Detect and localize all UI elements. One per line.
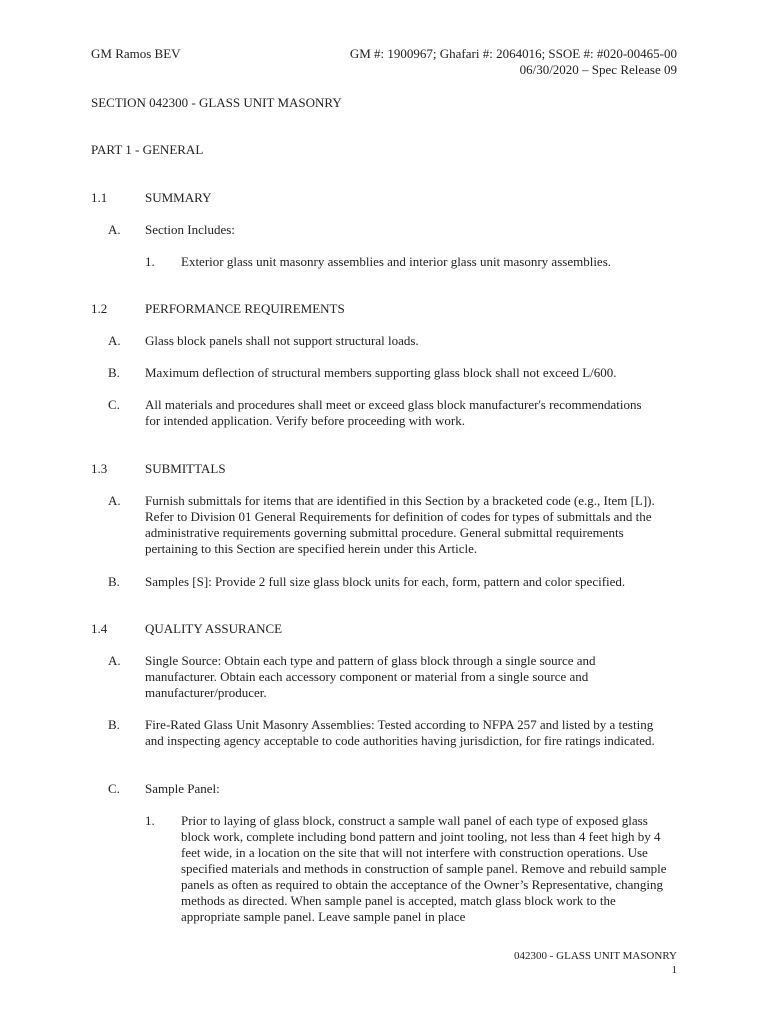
page-number: 1 <box>671 964 677 976</box>
item-text: Samples [S]: Provide 2 full size glass block units for each, form, pattern and color specified. <box>145 574 626 589</box>
subitem-text: Prior to laying of glass block, construct a sample wall panel of each type of exposed glass block work, complete including bond pattern and joint tooling, not less than 4 feet high by 4 feet wide, in a location on the site that will not interfere with construction operations. Use specified materials and methods in construction of sample panel. Remove and rebuild sample panels as often as required to obtain the acceptance of the Owner’s Representative, changing methods as directed. When sample panel is accepted, match glass block work to the appropriate sample panel. Leave sample panel in place <box>181 813 667 924</box>
article-title: SUMMARY <box>145 190 212 205</box>
item-text: Maximum deflection of structural members supporting glass block shall not exceed L/600. <box>145 365 617 380</box>
item-label: B. <box>108 717 120 732</box>
item-text: Section Includes: <box>145 222 235 237</box>
article-number: 1.4 <box>91 621 108 636</box>
item-label: B. <box>108 574 120 589</box>
item-text: Furnish submittals for items that are identified in this Section by a bracketed code (e.g., Item [L]). Refer to Division 01 General Requirements for definition of codes for types of submittals and the administrative requirements governing submittal procedure. General submittal requirements pertaining to this Section are specified herein under this Article. <box>145 493 655 556</box>
item-label: A. <box>108 653 121 668</box>
subitem-text: Exterior glass unit masonry assemblies and interior glass unit masonry assemblies. <box>181 254 612 269</box>
header-codes: GM #: 1900967; Ghafari #: 2064016; SSOE #: #020-00465-00 <box>349 46 677 61</box>
subitem-label: 1. <box>145 254 155 269</box>
item-label: A. <box>108 493 121 508</box>
article-number: 1.3 <box>91 461 108 476</box>
article-title: PERFORMANCE REQUIREMENTS <box>145 301 345 316</box>
item-label: C. <box>108 397 120 412</box>
article-number: 1.1 <box>91 190 108 205</box>
part-title: PART 1 - GENERAL <box>91 142 204 157</box>
subitem-label: 1. <box>145 813 155 828</box>
item-text: Sample Panel: <box>145 781 220 796</box>
footer <box>514 949 677 977</box>
item-label: C. <box>108 781 120 796</box>
article-number: 1.2 <box>91 301 108 316</box>
header-right <box>350 46 677 78</box>
item-label: A. <box>108 333 121 348</box>
item-text: All materials and procedures shall meet or exceed glass block manufacturer's recommendations for intended application. Verify before proceeding with work. <box>145 397 642 428</box>
header-project: GM Ramos BEV <box>91 46 181 61</box>
item-text: Fire-Rated Glass Unit Masonry Assemblies: Tested according to NFPA 257 and listed by a testing and inspecting agency acceptable to code authorities having jurisdiction, for fire ratings indicated. <box>145 717 655 748</box>
item-text: Single Source: Obtain each type and pattern of glass block through a single source and manufacturer. Obtain each accessory component or material from a single source and manufacturer/producer. <box>145 653 596 700</box>
article-title: SUBMITTALS <box>145 461 226 476</box>
item-label: A. <box>108 222 121 237</box>
footer-section-name: 042300 - GLASS UNIT MASONRY <box>514 950 677 962</box>
article-title: QUALITY ASSURANCE <box>145 621 283 636</box>
header-date-release: 06/30/2020 – Spec Release 09 <box>519 62 677 77</box>
item-text: Glass block panels shall not support structural loads. <box>145 333 419 348</box>
section-title: SECTION 042300 - GLASS UNIT MASONRY <box>91 95 342 110</box>
item-label: B. <box>108 365 120 380</box>
